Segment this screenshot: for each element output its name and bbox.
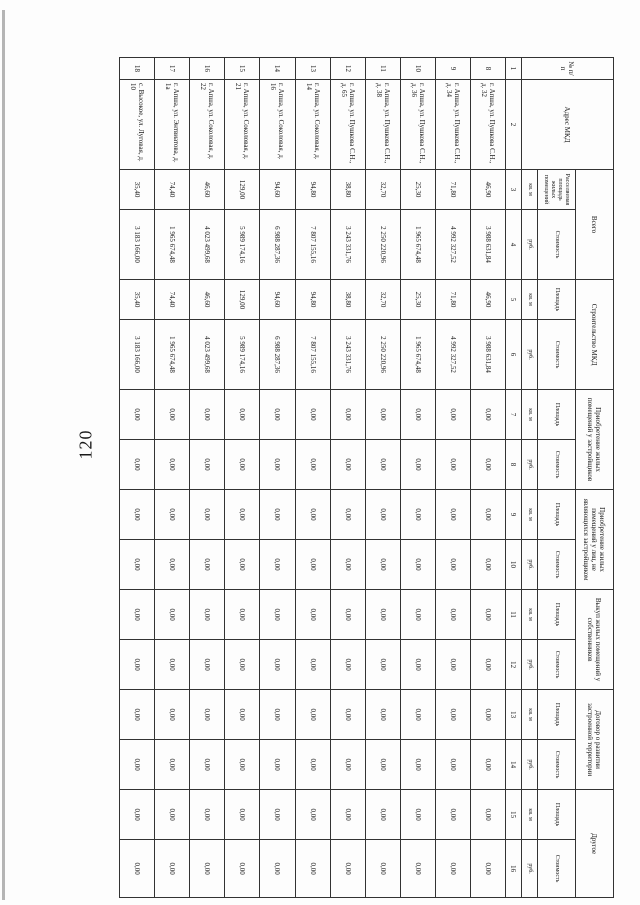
- cost-cell: 0,00: [435, 540, 470, 590]
- cost-cell: 0,00: [435, 740, 470, 790]
- cost-cell: 0,00: [470, 440, 505, 490]
- header-sub-cost: Стоимость: [538, 320, 576, 390]
- area-cell: 0,00: [400, 490, 435, 540]
- cost-cell: 1 965 674,48: [400, 210, 435, 280]
- header-unit-area: кв. м: [522, 490, 538, 540]
- header-address: Адрес МКД: [522, 80, 614, 170]
- area-cell: 0,00: [225, 390, 260, 440]
- cost-cell: 0,00: [155, 840, 190, 898]
- cost-cell: 1 965 674,48: [400, 320, 435, 390]
- header-sub-area: Площадь: [538, 390, 576, 440]
- cost-cell: 0,00: [225, 540, 260, 590]
- cost-cell: 0,00: [435, 640, 470, 690]
- header-unit-cost: руб.: [522, 210, 538, 280]
- cost-cell: 0,00: [190, 440, 225, 490]
- resettlement-table: [119, 57, 614, 898]
- header-unit-area: кв. м: [522, 170, 538, 210]
- cost-cell: 0,00: [260, 540, 295, 590]
- page-number: 120: [75, 429, 96, 460]
- area-cell: 94,80: [295, 280, 330, 320]
- cost-cell: 0,00: [365, 540, 400, 590]
- row-address: г. Апша, ул. Соколовая, д. 14: [295, 80, 330, 170]
- cost-cell: 0,00: [365, 640, 400, 690]
- area-cell: 32,70: [365, 170, 400, 210]
- column-number: 12: [506, 640, 522, 690]
- cost-cell: 0,00: [225, 840, 260, 898]
- cost-cell: 1 965 674,48: [155, 320, 190, 390]
- column-number: 1: [506, 58, 522, 80]
- column-number: 5: [506, 280, 522, 320]
- area-cell: 0,00: [120, 590, 155, 640]
- header-unit-area: кв. м: [522, 390, 538, 440]
- header-group-total: Всего: [576, 170, 614, 280]
- area-cell: 0,00: [260, 390, 295, 440]
- scan-edge: [2, 10, 5, 900]
- header-sub-cost: Стоимость: [538, 210, 576, 280]
- row-number: 11: [365, 58, 400, 80]
- area-cell: 0,00: [470, 490, 505, 540]
- cost-cell: 0,00: [435, 840, 470, 898]
- row-address: г. Апша, ул. Энтвиатова, д. 1а: [155, 80, 190, 170]
- area-cell: 0,00: [435, 690, 470, 740]
- table-row: [155, 58, 190, 898]
- row-address: г. Апша, ул. Соколовая, д. 22: [190, 80, 225, 170]
- header-unit-cost: руб.: [522, 640, 538, 690]
- cost-cell: 0,00: [155, 740, 190, 790]
- column-number: 15: [506, 790, 522, 840]
- header-sub-cost: Стоимость: [538, 440, 576, 490]
- cost-cell: 0,00: [120, 640, 155, 690]
- table-row: [225, 58, 260, 898]
- row-address: г. Апша, ул. Пушкова С.Н., д. 36: [400, 80, 435, 170]
- cost-cell: 4 992 327,52: [435, 210, 470, 280]
- area-cell: 0,00: [295, 790, 330, 840]
- cost-cell: 0,00: [225, 740, 260, 790]
- row-number: 16: [190, 58, 225, 80]
- area-cell: 71,80: [435, 170, 470, 210]
- cost-cell: 3 183 166,00: [120, 210, 155, 280]
- column-number-row: [506, 58, 522, 898]
- area-cell: 0,00: [330, 690, 365, 740]
- table-row: [330, 58, 365, 898]
- header-sub-area: Площадь: [538, 790, 576, 840]
- table-row: [190, 58, 225, 898]
- cost-cell: 0,00: [155, 540, 190, 590]
- area-cell: 0,00: [400, 690, 435, 740]
- column-number: 4: [506, 210, 522, 280]
- header-group-construction: Строительство МКД: [576, 280, 614, 390]
- area-cell: 129,00: [225, 280, 260, 320]
- cost-cell: 0,00: [365, 840, 400, 898]
- cost-cell: 0,00: [435, 440, 470, 490]
- area-cell: 0,00: [225, 590, 260, 640]
- table-row: [260, 58, 295, 898]
- cost-cell: 0,00: [330, 840, 365, 898]
- table-row: [120, 58, 155, 898]
- header-sub-cost: Стоимость: [538, 840, 576, 898]
- row-address: г. Апша, ул. Пушкова С.Н., д. 38: [365, 80, 400, 170]
- row-address: г. Апша, ул. Соколовая, д. 21: [225, 80, 260, 170]
- area-cell: 0,00: [330, 390, 365, 440]
- cost-cell: 0,00: [470, 540, 505, 590]
- area-cell: 0,00: [225, 490, 260, 540]
- header-unit-area: кв. м: [522, 790, 538, 840]
- cost-cell: 0,00: [295, 440, 330, 490]
- area-cell: 0,00: [225, 790, 260, 840]
- cost-cell: 0,00: [330, 740, 365, 790]
- header-group-purchase-others: Приобретение жилых помещений у лиц, не являющихся застройщиком: [576, 490, 614, 590]
- cost-cell: 0,00: [225, 640, 260, 690]
- cost-cell: 1 965 674,48: [155, 210, 190, 280]
- area-cell: 0,00: [330, 790, 365, 840]
- cost-cell: 0,00: [470, 840, 505, 898]
- cost-cell: 0,00: [120, 540, 155, 590]
- row-number: 13: [295, 58, 330, 80]
- cost-cell: 0,00: [400, 540, 435, 590]
- cost-cell: 0,00: [120, 840, 155, 898]
- cost-cell: 3 988 631,84: [470, 320, 505, 390]
- area-cell: 0,00: [330, 590, 365, 640]
- column-number: 16: [506, 840, 522, 898]
- cost-cell: 5 989 174,16: [225, 320, 260, 390]
- cost-cell: 3 183 166,00: [120, 320, 155, 390]
- area-cell: 0,00: [295, 490, 330, 540]
- cost-cell: 0,00: [470, 740, 505, 790]
- header-unit-cost: руб.: [522, 840, 538, 898]
- cost-cell: 4 023 499,68: [190, 320, 225, 390]
- table-row: [470, 58, 505, 898]
- table-header: [506, 58, 614, 898]
- cost-cell: 0,00: [470, 640, 505, 690]
- header-group-purchase-developers: Приобретение жилых помещений у застройщиков: [576, 390, 614, 490]
- area-cell: 0,00: [295, 590, 330, 640]
- cost-cell: 0,00: [295, 640, 330, 690]
- cost-cell: 5 989 174,16: [225, 210, 260, 280]
- header-unit-cost: руб.: [522, 740, 538, 790]
- area-cell: 46,60: [190, 170, 225, 210]
- header-sub-cost: Стоимость: [538, 740, 576, 790]
- header-sub-area: Площадь: [538, 490, 576, 540]
- area-cell: 94,80: [295, 170, 330, 210]
- area-cell: 46,90: [470, 170, 505, 210]
- area-cell: 0,00: [190, 790, 225, 840]
- cost-cell: 0,00: [260, 840, 295, 898]
- header-no: № п/п: [522, 58, 614, 80]
- cost-cell: 0,00: [330, 640, 365, 690]
- row-number: 9: [435, 58, 470, 80]
- area-cell: 0,00: [155, 390, 190, 440]
- header-group-buyout: Выкуп жилых помещений у собственников: [576, 590, 614, 690]
- column-number: 14: [506, 740, 522, 790]
- cost-cell: 4 023 499,68: [190, 210, 225, 280]
- area-cell: 0,00: [435, 390, 470, 440]
- area-cell: 0,00: [295, 390, 330, 440]
- area-cell: 0,00: [470, 790, 505, 840]
- header-group-other: Другое: [576, 790, 614, 898]
- cost-cell: 3 243 331,76: [330, 210, 365, 280]
- row-number: 12: [330, 58, 365, 80]
- header-unit-cost: руб.: [522, 320, 538, 390]
- row-number: 8: [470, 58, 505, 80]
- column-number: 11: [506, 590, 522, 640]
- cost-cell: 0,00: [295, 840, 330, 898]
- header-sub-area-total: Расселяемая площадь жилых помещений: [538, 170, 576, 210]
- area-cell: 0,00: [470, 690, 505, 740]
- area-cell: 38,80: [330, 280, 365, 320]
- area-cell: 94,60: [260, 280, 295, 320]
- area-cell: 38,80: [330, 170, 365, 210]
- area-cell: 0,00: [260, 790, 295, 840]
- area-cell: 0,00: [190, 590, 225, 640]
- area-cell: 0,00: [365, 690, 400, 740]
- area-cell: 129,00: [225, 170, 260, 210]
- header-unit-cost: руб.: [522, 440, 538, 490]
- cost-cell: 0,00: [400, 440, 435, 490]
- area-cell: 0,00: [365, 390, 400, 440]
- area-cell: 0,00: [295, 690, 330, 740]
- area-cell: 25,30: [400, 170, 435, 210]
- header-unit-cost: руб.: [522, 540, 538, 590]
- cost-cell: 2 250 220,96: [365, 210, 400, 280]
- cost-cell: 0,00: [260, 440, 295, 490]
- area-cell: 0,00: [120, 790, 155, 840]
- cost-cell: 0,00: [400, 640, 435, 690]
- column-number: 10: [506, 540, 522, 590]
- row-address: с. Высокое, ул. Луговая, д. 10: [120, 80, 155, 170]
- header-unit-area: кв. м: [522, 690, 538, 740]
- cost-cell: 3 243 331,76: [330, 320, 365, 390]
- area-cell: 46,90: [470, 280, 505, 320]
- area-cell: 0,00: [400, 790, 435, 840]
- table-row: [295, 58, 330, 898]
- table-body: [120, 58, 506, 898]
- cost-cell: 0,00: [295, 540, 330, 590]
- row-address: г. Апша, ул. Пушкова С.Н., д. 65: [330, 80, 365, 170]
- area-cell: 25,30: [400, 280, 435, 320]
- cost-cell: 0,00: [155, 440, 190, 490]
- cost-cell: 0,00: [120, 440, 155, 490]
- header-group-territory: Договор о развитии застроенной территории: [576, 690, 614, 790]
- cost-cell: 0,00: [295, 740, 330, 790]
- cost-cell: 0,00: [190, 840, 225, 898]
- cost-cell: 0,00: [330, 440, 365, 490]
- cost-cell: 0,00: [260, 640, 295, 690]
- row-address: г. Апша, ул. Пушкова С.Н., д. 34: [435, 80, 470, 170]
- cost-cell: 7 807 155,16: [295, 210, 330, 280]
- table-row: [365, 58, 400, 898]
- cost-cell: 0,00: [190, 540, 225, 590]
- cost-cell: 0,00: [225, 440, 260, 490]
- area-cell: 0,00: [435, 490, 470, 540]
- area-cell: 0,00: [470, 590, 505, 640]
- cost-cell: 0,00: [120, 740, 155, 790]
- rotated-table-wrapper: [119, 57, 614, 897]
- cost-cell: 0,00: [190, 640, 225, 690]
- area-cell: 0,00: [155, 790, 190, 840]
- area-cell: 0,00: [400, 590, 435, 640]
- table-row: [400, 58, 435, 898]
- cost-cell: 2 250 220,96: [365, 320, 400, 390]
- area-cell: 0,00: [365, 790, 400, 840]
- area-cell: 0,00: [155, 590, 190, 640]
- area-cell: 35,40: [120, 170, 155, 210]
- cost-cell: 0,00: [155, 640, 190, 690]
- row-number: 17: [155, 58, 190, 80]
- column-number: 13: [506, 690, 522, 740]
- area-cell: 0,00: [260, 490, 295, 540]
- column-number: 3: [506, 170, 522, 210]
- cost-cell: 6 988 287,36: [260, 320, 295, 390]
- cost-cell: 4 992 327,52: [435, 320, 470, 390]
- header-sub-cost: Стоимость: [538, 640, 576, 690]
- area-cell: 94,60: [260, 170, 295, 210]
- area-cell: 0,00: [190, 690, 225, 740]
- column-number: 6: [506, 320, 522, 390]
- area-cell: 0,00: [365, 590, 400, 640]
- area-cell: 0,00: [435, 590, 470, 640]
- area-cell: 0,00: [435, 790, 470, 840]
- header-sub-area: Площадь: [538, 280, 576, 320]
- area-cell: 0,00: [260, 690, 295, 740]
- area-cell: 0,00: [470, 390, 505, 440]
- area-cell: 32,70: [365, 280, 400, 320]
- area-cell: 0,00: [260, 590, 295, 640]
- area-cell: 0,00: [120, 690, 155, 740]
- row-number: 15: [225, 58, 260, 80]
- row-address: г. Апша, ул. Пушкова С.Н., д. 32: [470, 80, 505, 170]
- column-number: 8: [506, 440, 522, 490]
- area-cell: 0,00: [225, 690, 260, 740]
- area-cell: 71,80: [435, 280, 470, 320]
- area-cell: 0,00: [365, 490, 400, 540]
- cost-cell: 3 988 631,84: [470, 210, 505, 280]
- column-number: 9: [506, 490, 522, 540]
- cost-cell: 0,00: [190, 740, 225, 790]
- header-sub-area: Площадь: [538, 590, 576, 640]
- cost-cell: 0,00: [365, 740, 400, 790]
- header-sub-cost: Стоимость: [538, 540, 576, 590]
- area-cell: 0,00: [190, 390, 225, 440]
- area-cell: 0,00: [190, 490, 225, 540]
- area-cell: 0,00: [330, 490, 365, 540]
- row-number: 10: [400, 58, 435, 80]
- area-cell: 0,00: [155, 690, 190, 740]
- cost-cell: 0,00: [400, 840, 435, 898]
- area-cell: 0,00: [120, 390, 155, 440]
- row-number: 18: [120, 58, 155, 80]
- area-cell: 74,40: [155, 170, 190, 210]
- area-cell: 35,40: [120, 280, 155, 320]
- row-address: г. Апша, ул. Соколовая, д. 16: [260, 80, 295, 170]
- area-cell: 46,60: [190, 280, 225, 320]
- area-cell: 74,40: [155, 280, 190, 320]
- cost-cell: 0,00: [260, 740, 295, 790]
- column-number: 7: [506, 390, 522, 440]
- cost-cell: 6 988 287,36: [260, 210, 295, 280]
- area-cell: 0,00: [120, 490, 155, 540]
- cost-cell: 7 807 155,16: [295, 320, 330, 390]
- header-sub-area: Площадь: [538, 690, 576, 740]
- row-number: 14: [260, 58, 295, 80]
- area-cell: 0,00: [400, 390, 435, 440]
- table-row: [435, 58, 470, 898]
- cost-cell: 0,00: [400, 740, 435, 790]
- area-cell: 0,00: [155, 490, 190, 540]
- column-number: 2: [506, 80, 522, 170]
- header-unit-area: кв. м: [522, 590, 538, 640]
- cost-cell: 0,00: [365, 440, 400, 490]
- cost-cell: 0,00: [330, 540, 365, 590]
- header-unit-area: кв. м: [522, 280, 538, 320]
